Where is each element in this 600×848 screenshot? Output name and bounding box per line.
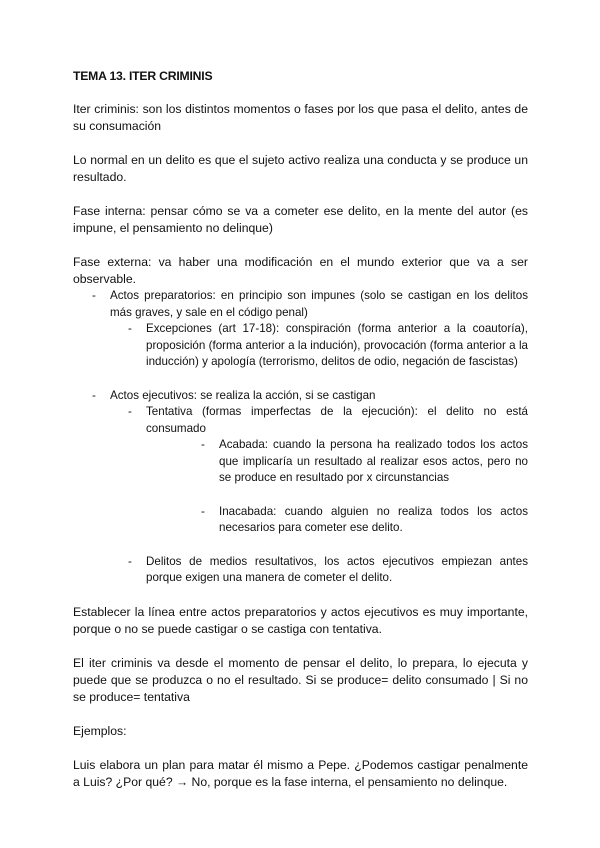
paragraph-fase-interna: Fase interna: pensar cómo se va a cometer ese delito, en la mente del autor (es impune, el pensamiento no delinque)	[73, 204, 528, 235]
paragraph-iter-criminis: El iter criminis va desde el momento de pensar el delito, lo prepara, lo ejecuta y puede que se produzca o no el resultado. Si se produce= delito consumado | Si no se produce= tentativa	[73, 655, 528, 704]
list-item-excepciones	[128, 321, 528, 371]
list-item-tentativa	[128, 404, 528, 437]
paragraph-linea: Establecer la línea entre actos preparatorios y actos ejecutivos es muy importante, porque o no se puede castigar o se castiga con tentativa.	[73, 604, 528, 636]
paragraph-normal: Lo normal en un delito es que el sujeto activo realiza una conducta y se produce un resultado.	[73, 153, 528, 184]
list-item-text: Excepciones (art 17-18): conspiración (forma anterior a la coautoría), proposición (forma anterior a la indución), provocación (forma anterior a la inducción) y apología (terrorismo, delitos de odio, negación de fascistas)	[146, 322, 528, 368]
paragraph-ejemplos-heading: Ejemplos:	[73, 723, 127, 738]
bullet-dash: -	[92, 388, 96, 402]
list-item-inacabada	[201, 504, 528, 537]
bullet-dash: -	[128, 405, 132, 418]
document-page	[73, 68, 528, 791]
list-item-text: Acabada: cuando la persona ha realizado todos los actos que implicaría un resultado al realizar esos actos, pero no se produce en resultado por x circunstancias	[219, 438, 528, 484]
bullet-dash: -	[128, 554, 132, 568]
list-item-text: Delitos de medios resultativos, los actos ejecutivos empiezan antes porque exigen una manera de cometer el delito.	[146, 554, 528, 584]
list-item-preparatorios	[92, 288, 528, 321]
list-item-text: Actos ejecutivos: se realiza la acción, si se castigan	[110, 388, 376, 402]
paragraph-fase-externa: Fase externa: va haber una modificación en el mundo exterior que va a ser observable.	[73, 255, 528, 286]
bullet-dash: -	[92, 289, 96, 302]
bullet-dash: -	[128, 322, 132, 335]
list-item-acabada	[201, 437, 528, 487]
bullet-dash: -	[201, 438, 205, 451]
list-item-text: Tentativa (formas imperfectas de la ejecución): el delito no está consumado	[146, 405, 528, 435]
list-item-ejecutivos	[92, 388, 528, 405]
list-item-medios	[128, 554, 528, 587]
list-item-text: Inacabada: cuando alguien no realiza todos los actos necesarios para cometer ese delito.	[219, 504, 528, 534]
page-title: TEMA 13. ITER CRIMINIS	[73, 69, 213, 83]
bullet-dash: -	[201, 504, 205, 518]
list-item-text: Actos preparatorios: en principio son impunes (solo se castigan en los delitos más graves, y sale en el código penal)	[110, 289, 528, 319]
paragraph-example-luis: Luis elabora un plan para matar él mismo a Pepe. ¿Podemos castigar penalmente a Luis? ¿Por qué? → No, porque es la fase interna, el pensamiento no delinque.	[73, 757, 528, 789]
phase-list	[73, 288, 528, 587]
paragraph-definition: Iter criminis: son los distintos momentos o fases por los que pasa el delito, antes de su consumación	[73, 102, 528, 133]
